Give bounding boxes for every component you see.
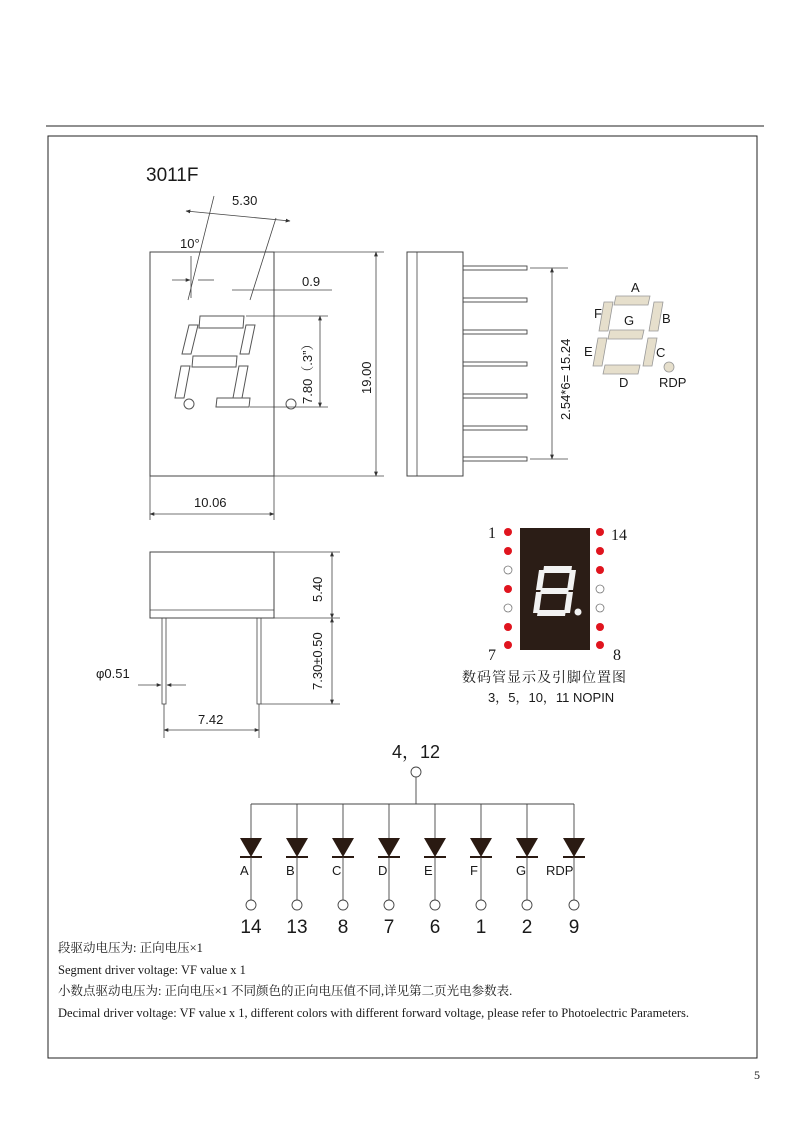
bottom-view-body <box>150 552 274 618</box>
dim-pin-length: 7.30±0.50 <box>310 632 325 690</box>
segment-e <box>593 338 607 366</box>
dim-slant-angle: 10° <box>180 236 200 251</box>
dim-width-top: 5.30 <box>232 193 258 208</box>
pin-number-9: 9 <box>568 917 580 938</box>
dim-pin-pitch: 2.54*6= 15.24 <box>558 338 573 420</box>
seg-label-f: F <box>594 306 602 321</box>
side-view-pins <box>463 266 527 461</box>
pin-13 <box>596 547 604 555</box>
led-branch-e <box>424 804 446 938</box>
pin-7 <box>504 641 512 649</box>
led-branch-d <box>378 804 400 938</box>
segment-label-b: B <box>286 863 295 878</box>
common-pins-label: 4，12 <box>392 742 441 762</box>
pin-8 <box>596 641 604 649</box>
segment-map <box>584 280 686 390</box>
common-pin-terminal <box>411 767 421 777</box>
pin-5 <box>504 604 512 612</box>
pin-terminal <box>246 900 256 910</box>
pin-number-7: 7 <box>383 917 395 938</box>
page-number: 5 <box>754 1068 760 1082</box>
dim-digit-height: 7.80（.3”） <box>300 337 315 404</box>
diode-symbol <box>516 838 538 857</box>
note-segment-voltage-cn: 段驱动电压为: 正向电压×1 <box>58 941 203 955</box>
led-branch-a <box>240 804 262 938</box>
dim-segment-width: 0.9 <box>302 274 321 289</box>
pin-1 <box>504 528 512 536</box>
front-view <box>150 193 384 520</box>
pin-terminal <box>569 900 579 910</box>
segment-b <box>649 302 663 331</box>
pin-number-13: 13 <box>286 917 308 938</box>
segment-dp <box>664 362 674 372</box>
led-branch-rdp <box>546 804 585 938</box>
pin-9 <box>596 623 604 631</box>
front-view-body <box>150 252 274 476</box>
side-view <box>407 252 573 476</box>
content-frame <box>48 136 757 1058</box>
pin-number-6: 6 <box>429 917 441 938</box>
diode-symbol <box>286 838 308 857</box>
corner-label-14: 14 <box>611 527 627 544</box>
diode-symbol <box>332 838 354 857</box>
bottom-view-pin-left <box>162 618 166 704</box>
led-branch-b <box>286 804 308 938</box>
no-pin-note: 3，5，10，11 NOPIN <box>488 690 615 705</box>
dim-width: 10.06 <box>194 495 227 510</box>
note-segment-voltage-en: Segment driver voltage: VF value x 1 <box>58 962 246 977</box>
pin-number-14: 14 <box>240 917 262 938</box>
seg-label-a: A <box>631 280 640 295</box>
pin-12 <box>596 566 604 574</box>
pin-terminal <box>338 900 348 910</box>
common-anode-schematic <box>240 742 585 938</box>
segment-d <box>603 365 640 374</box>
pin-terminal <box>292 900 302 910</box>
pinout-diagram <box>462 525 627 706</box>
front-view-digit-outline <box>175 316 296 409</box>
led-branch-c <box>332 804 354 938</box>
segment-label-g: G <box>516 863 527 878</box>
segment-label-a: A <box>240 863 249 878</box>
segment-label-c: C <box>332 863 342 878</box>
diode-symbol <box>424 838 446 857</box>
led-branch-g <box>516 804 538 938</box>
dim-pin-diameter: φ0.51 <box>96 666 130 681</box>
bottom-view <box>96 552 340 738</box>
pin-4 <box>504 585 512 593</box>
seg-label-b: B <box>662 311 671 326</box>
pinout-caption: 数码管显示及引脚位置图 <box>462 669 627 685</box>
seg-label-dp: RDP <box>659 375 687 390</box>
note-decimal-voltage-cn: 小数点驱动电压为: 正向电压×1 不同颜色的正向电压值不同,详见第二页光电参数表. <box>58 984 513 998</box>
corner-label-1: 1 <box>488 525 496 542</box>
led-branch-f <box>470 804 492 938</box>
segment-label-f: F <box>470 863 478 878</box>
notes-block <box>58 938 748 1024</box>
diode-symbol <box>240 838 262 857</box>
diode-symbol <box>378 838 400 857</box>
pin-6 <box>504 623 512 631</box>
segment-label-e: E <box>424 863 433 878</box>
corner-label-8: 8 <box>613 647 621 664</box>
pin-terminal <box>522 900 532 910</box>
pin-number-1: 1 <box>475 917 487 938</box>
pin-14 <box>596 528 604 536</box>
seg-label-e: E <box>584 344 593 359</box>
diode-symbol <box>563 838 585 857</box>
corner-label-7: 7 <box>488 647 496 664</box>
dim-height: 19.00 <box>359 361 374 394</box>
segment-a <box>614 296 650 305</box>
segment-label-d: D <box>378 863 388 878</box>
seg-label-g: G <box>624 313 635 328</box>
pin-10 <box>596 604 604 612</box>
dim-body-height: 5.40 <box>310 576 325 602</box>
pin-terminal <box>384 900 394 910</box>
part-number: 3011F <box>146 165 199 186</box>
diode-symbol <box>470 838 492 857</box>
pin-terminal <box>430 900 440 910</box>
dim-pin-row-spacing: 7.42 <box>198 712 224 727</box>
pin-number-8: 8 <box>337 917 349 938</box>
pin-terminal <box>476 900 486 910</box>
side-view-body <box>407 252 463 476</box>
seg-label-c: C <box>656 345 666 360</box>
bottom-view-pin-right <box>257 618 261 704</box>
note-decimal-voltage-en: Decimal driver voltage: VF value x 1, different colors with different forward voltage, please refer to Photoelectric Parameters. <box>58 1005 690 1020</box>
pin-2 <box>504 547 512 555</box>
pin-11 <box>596 585 604 593</box>
segment-g <box>608 330 644 339</box>
pin-3 <box>504 566 512 574</box>
seg-label-d: D <box>619 375 629 390</box>
pin-number-2: 2 <box>521 917 533 938</box>
segment-c <box>643 338 657 366</box>
segment-label-rdp: RDP <box>546 863 574 878</box>
